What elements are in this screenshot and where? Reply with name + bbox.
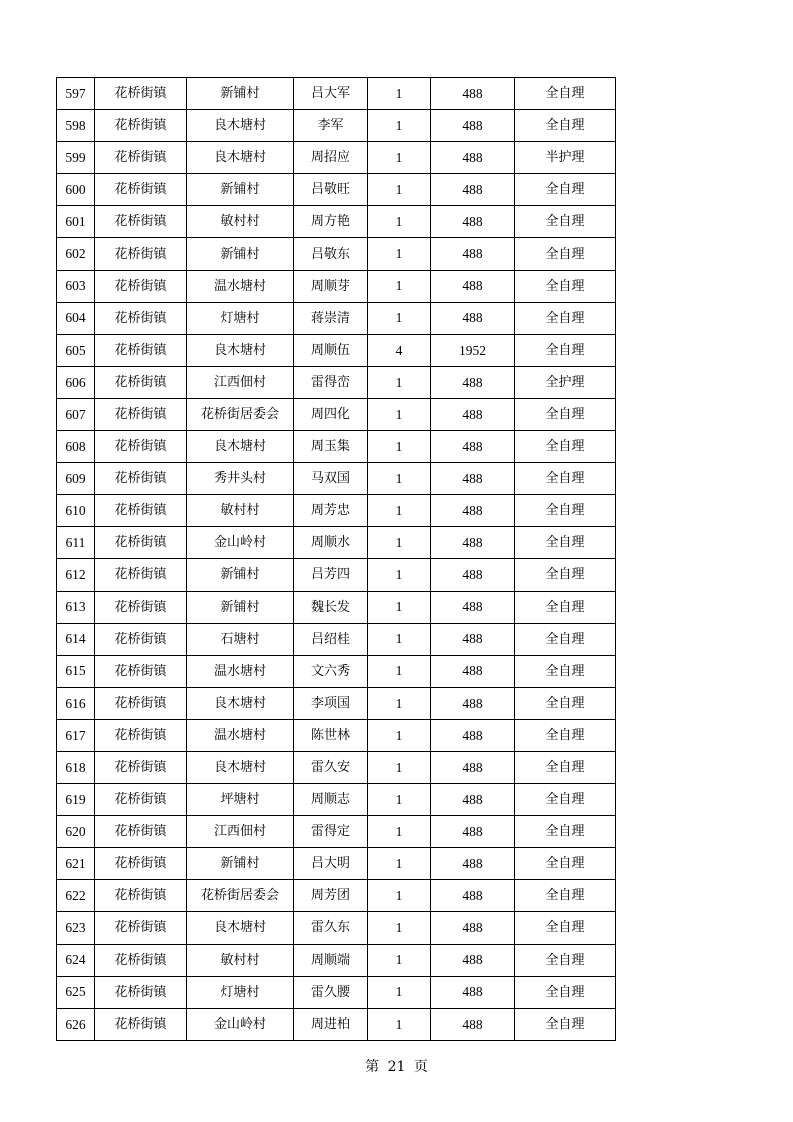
row-number-cell: 601 xyxy=(57,206,95,238)
person-count-cell: 1 xyxy=(368,110,431,142)
row-number-cell: 619 xyxy=(57,784,95,816)
care-type-cell: 全自理 xyxy=(515,110,616,142)
row-number-cell: 607 xyxy=(57,398,95,430)
town-cell: 花桥街镇 xyxy=(95,655,187,687)
care-type-cell: 全自理 xyxy=(515,463,616,495)
care-type-cell: 全自理 xyxy=(515,174,616,206)
person-count-cell: 1 xyxy=(368,976,431,1008)
amount-cell: 488 xyxy=(431,1008,515,1040)
table-row xyxy=(57,719,616,751)
person-name-cell: 周方艳 xyxy=(294,206,368,238)
row-number-cell: 605 xyxy=(57,334,95,366)
village-cell: 良木塘村 xyxy=(187,110,294,142)
person-name-cell: 周芳忠 xyxy=(294,495,368,527)
person-count-cell: 1 xyxy=(368,206,431,238)
person-name-cell: 周玉集 xyxy=(294,431,368,463)
amount-cell: 488 xyxy=(431,591,515,623)
row-number-cell: 618 xyxy=(57,751,95,783)
person-name-cell: 吕敬旺 xyxy=(294,174,368,206)
roster-table xyxy=(56,77,616,1041)
care-type-cell: 全自理 xyxy=(515,719,616,751)
amount-cell: 488 xyxy=(431,719,515,751)
person-count-cell: 1 xyxy=(368,719,431,751)
row-number-cell: 614 xyxy=(57,623,95,655)
care-type-cell: 全自理 xyxy=(515,431,616,463)
village-cell: 温水塘村 xyxy=(187,655,294,687)
person-count-cell: 1 xyxy=(368,559,431,591)
person-count-cell: 1 xyxy=(368,784,431,816)
table-row xyxy=(57,142,616,174)
table-row xyxy=(57,366,616,398)
person-count-cell: 1 xyxy=(368,366,431,398)
care-type-cell: 全自理 xyxy=(515,944,616,976)
row-number-cell: 620 xyxy=(57,816,95,848)
village-cell: 石塘村 xyxy=(187,623,294,655)
amount-cell: 488 xyxy=(431,655,515,687)
person-name-cell: 李项国 xyxy=(294,687,368,719)
person-name-cell: 周顺端 xyxy=(294,944,368,976)
table-row xyxy=(57,270,616,302)
person-name-cell: 雷久腰 xyxy=(294,976,368,1008)
village-cell: 金山岭村 xyxy=(187,527,294,559)
care-type-cell: 全自理 xyxy=(515,334,616,366)
table-row xyxy=(57,78,616,110)
village-cell: 温水塘村 xyxy=(187,270,294,302)
town-cell: 花桥街镇 xyxy=(95,880,187,912)
amount-cell: 488 xyxy=(431,110,515,142)
village-cell: 秀井头村 xyxy=(187,463,294,495)
town-cell: 花桥街镇 xyxy=(95,495,187,527)
table-row xyxy=(57,110,616,142)
amount-cell: 488 xyxy=(431,142,515,174)
care-type-cell: 半护理 xyxy=(515,142,616,174)
row-number-cell: 623 xyxy=(57,912,95,944)
care-type-cell: 全自理 xyxy=(515,495,616,527)
amount-cell: 488 xyxy=(431,848,515,880)
town-cell: 花桥街镇 xyxy=(95,527,187,559)
person-count-cell: 4 xyxy=(368,334,431,366)
person-count-cell: 1 xyxy=(368,751,431,783)
person-name-cell: 雷久安 xyxy=(294,751,368,783)
person-name-cell: 陈世林 xyxy=(294,719,368,751)
table-row xyxy=(57,527,616,559)
table-row xyxy=(57,687,616,719)
person-count-cell: 1 xyxy=(368,912,431,944)
person-name-cell: 周顺芽 xyxy=(294,270,368,302)
row-number-cell: 598 xyxy=(57,110,95,142)
table-row xyxy=(57,751,616,783)
table-row xyxy=(57,431,616,463)
person-name-cell: 吕大明 xyxy=(294,848,368,880)
care-type-cell: 全自理 xyxy=(515,1008,616,1040)
person-name-cell: 周顺水 xyxy=(294,527,368,559)
town-cell: 花桥街镇 xyxy=(95,816,187,848)
person-name-cell: 周顺志 xyxy=(294,784,368,816)
village-cell: 金山岭村 xyxy=(187,1008,294,1040)
town-cell: 花桥街镇 xyxy=(95,976,187,1008)
row-number-cell: 600 xyxy=(57,174,95,206)
person-name-cell: 周顺伍 xyxy=(294,334,368,366)
table-row xyxy=(57,880,616,912)
care-type-cell: 全自理 xyxy=(515,976,616,1008)
amount-cell: 488 xyxy=(431,751,515,783)
person-count-cell: 1 xyxy=(368,591,431,623)
row-number-cell: 625 xyxy=(57,976,95,1008)
care-type-cell: 全自理 xyxy=(515,784,616,816)
row-number-cell: 606 xyxy=(57,366,95,398)
care-type-cell: 全自理 xyxy=(515,912,616,944)
person-count-cell: 1 xyxy=(368,270,431,302)
row-number-cell: 599 xyxy=(57,142,95,174)
amount-cell: 488 xyxy=(431,687,515,719)
care-type-cell: 全自理 xyxy=(515,816,616,848)
town-cell: 花桥街镇 xyxy=(95,366,187,398)
table-row xyxy=(57,1008,616,1040)
person-count-cell: 1 xyxy=(368,238,431,270)
care-type-cell: 全自理 xyxy=(515,848,616,880)
table-row xyxy=(57,655,616,687)
town-cell: 花桥街镇 xyxy=(95,591,187,623)
town-cell: 花桥街镇 xyxy=(95,78,187,110)
village-cell: 新铺村 xyxy=(187,238,294,270)
person-count-cell: 1 xyxy=(368,463,431,495)
care-type-cell: 全自理 xyxy=(515,655,616,687)
table-row xyxy=(57,944,616,976)
village-cell: 花桥街居委会 xyxy=(187,880,294,912)
amount-cell: 488 xyxy=(431,784,515,816)
person-count-cell: 1 xyxy=(368,623,431,655)
care-type-cell: 全自理 xyxy=(515,880,616,912)
person-name-cell: 雷得峦 xyxy=(294,366,368,398)
table-row xyxy=(57,238,616,270)
person-count-cell: 1 xyxy=(368,495,431,527)
row-number-cell: 602 xyxy=(57,238,95,270)
town-cell: 花桥街镇 xyxy=(95,1008,187,1040)
row-number-cell: 615 xyxy=(57,655,95,687)
row-number-cell: 616 xyxy=(57,687,95,719)
amount-cell: 488 xyxy=(431,976,515,1008)
town-cell: 花桥街镇 xyxy=(95,270,187,302)
person-count-cell: 1 xyxy=(368,431,431,463)
village-cell: 良木塘村 xyxy=(187,687,294,719)
village-cell: 灯塘村 xyxy=(187,302,294,334)
row-number-cell: 622 xyxy=(57,880,95,912)
care-type-cell: 全护理 xyxy=(515,366,616,398)
row-number-cell: 626 xyxy=(57,1008,95,1040)
table-row xyxy=(57,848,616,880)
table-row xyxy=(57,495,616,527)
row-number-cell: 609 xyxy=(57,463,95,495)
table-row xyxy=(57,206,616,238)
person-count-cell: 1 xyxy=(368,398,431,430)
town-cell: 花桥街镇 xyxy=(95,463,187,495)
person-count-cell: 1 xyxy=(368,527,431,559)
person-name-cell: 马双国 xyxy=(294,463,368,495)
amount-cell: 488 xyxy=(431,816,515,848)
row-number-cell: 621 xyxy=(57,848,95,880)
care-type-cell: 全自理 xyxy=(515,687,616,719)
village-cell: 江西佃村 xyxy=(187,816,294,848)
person-count-cell: 1 xyxy=(368,302,431,334)
table-row xyxy=(57,559,616,591)
village-cell: 新铺村 xyxy=(187,174,294,206)
village-cell: 花桥街居委会 xyxy=(187,398,294,430)
village-cell: 良木塘村 xyxy=(187,334,294,366)
person-name-cell: 吕芳四 xyxy=(294,559,368,591)
amount-cell: 488 xyxy=(431,559,515,591)
care-type-cell: 全自理 xyxy=(515,591,616,623)
amount-cell: 488 xyxy=(431,366,515,398)
town-cell: 花桥街镇 xyxy=(95,110,187,142)
person-count-cell: 1 xyxy=(368,142,431,174)
person-name-cell: 吕绍桂 xyxy=(294,623,368,655)
town-cell: 花桥街镇 xyxy=(95,174,187,206)
row-number-cell: 608 xyxy=(57,431,95,463)
table-row xyxy=(57,334,616,366)
person-count-cell: 1 xyxy=(368,1008,431,1040)
amount-cell: 488 xyxy=(431,623,515,655)
person-count-cell: 1 xyxy=(368,848,431,880)
care-type-cell: 全自理 xyxy=(515,238,616,270)
village-cell: 新铺村 xyxy=(187,78,294,110)
person-name-cell: 周招应 xyxy=(294,142,368,174)
town-cell: 花桥街镇 xyxy=(95,912,187,944)
village-cell: 新铺村 xyxy=(187,591,294,623)
village-cell: 新铺村 xyxy=(187,848,294,880)
person-name-cell: 周芳团 xyxy=(294,880,368,912)
amount-cell: 488 xyxy=(431,302,515,334)
amount-cell: 1952 xyxy=(431,334,515,366)
care-type-cell: 全自理 xyxy=(515,78,616,110)
page-number: 第 21 页 xyxy=(365,1059,428,1075)
person-name-cell: 吕敬东 xyxy=(294,238,368,270)
care-type-cell: 全自理 xyxy=(515,270,616,302)
person-count-cell: 1 xyxy=(368,944,431,976)
amount-cell: 488 xyxy=(431,495,515,527)
village-cell: 坪塘村 xyxy=(187,784,294,816)
town-cell: 花桥街镇 xyxy=(95,142,187,174)
row-number-cell: 617 xyxy=(57,719,95,751)
village-cell: 江西佃村 xyxy=(187,366,294,398)
village-cell: 温水塘村 xyxy=(187,719,294,751)
row-number-cell: 612 xyxy=(57,559,95,591)
village-cell: 良木塘村 xyxy=(187,751,294,783)
person-count-cell: 1 xyxy=(368,880,431,912)
person-name-cell: 雷得定 xyxy=(294,816,368,848)
person-name-cell: 李军 xyxy=(294,110,368,142)
town-cell: 花桥街镇 xyxy=(95,784,187,816)
town-cell: 花桥街镇 xyxy=(95,848,187,880)
town-cell: 花桥街镇 xyxy=(95,398,187,430)
person-count-cell: 1 xyxy=(368,174,431,206)
person-count-cell: 1 xyxy=(368,816,431,848)
care-type-cell: 全自理 xyxy=(515,751,616,783)
village-cell: 良木塘村 xyxy=(187,431,294,463)
person-name-cell: 魏长发 xyxy=(294,591,368,623)
town-cell: 花桥街镇 xyxy=(95,206,187,238)
person-count-cell: 1 xyxy=(368,687,431,719)
person-name-cell: 吕大军 xyxy=(294,78,368,110)
care-type-cell: 全自理 xyxy=(515,302,616,334)
table-row xyxy=(57,174,616,206)
amount-cell: 488 xyxy=(431,944,515,976)
person-name-cell: 周四化 xyxy=(294,398,368,430)
amount-cell: 488 xyxy=(431,206,515,238)
care-type-cell: 全自理 xyxy=(515,623,616,655)
amount-cell: 488 xyxy=(431,527,515,559)
table-row xyxy=(57,463,616,495)
row-number-cell: 611 xyxy=(57,527,95,559)
amount-cell: 488 xyxy=(431,270,515,302)
care-type-cell: 全自理 xyxy=(515,398,616,430)
village-cell: 灯塘村 xyxy=(187,976,294,1008)
row-number-cell: 604 xyxy=(57,302,95,334)
table-row xyxy=(57,302,616,334)
table-row xyxy=(57,912,616,944)
village-cell: 良木塘村 xyxy=(187,142,294,174)
town-cell: 花桥街镇 xyxy=(95,687,187,719)
person-name-cell: 文六秀 xyxy=(294,655,368,687)
person-count-cell: 1 xyxy=(368,78,431,110)
amount-cell: 488 xyxy=(431,174,515,206)
table-row xyxy=(57,784,616,816)
row-number-cell: 613 xyxy=(57,591,95,623)
town-cell: 花桥街镇 xyxy=(95,559,187,591)
table-row xyxy=(57,591,616,623)
town-cell: 花桥街镇 xyxy=(95,302,187,334)
village-cell: 敏村村 xyxy=(187,495,294,527)
person-name-cell: 蒋崇清 xyxy=(294,302,368,334)
table-row xyxy=(57,816,616,848)
amount-cell: 488 xyxy=(431,238,515,270)
amount-cell: 488 xyxy=(431,78,515,110)
town-cell: 花桥街镇 xyxy=(95,944,187,976)
village-cell: 敏村村 xyxy=(187,944,294,976)
village-cell: 敏村村 xyxy=(187,206,294,238)
amount-cell: 488 xyxy=(431,880,515,912)
table-row xyxy=(57,623,616,655)
town-cell: 花桥街镇 xyxy=(95,431,187,463)
town-cell: 花桥街镇 xyxy=(95,623,187,655)
person-name-cell: 周进柏 xyxy=(294,1008,368,1040)
village-cell: 新铺村 xyxy=(187,559,294,591)
town-cell: 花桥街镇 xyxy=(95,238,187,270)
row-number-cell: 603 xyxy=(57,270,95,302)
row-number-cell: 624 xyxy=(57,944,95,976)
person-name-cell: 雷久东 xyxy=(294,912,368,944)
village-cell: 良木塘村 xyxy=(187,912,294,944)
person-count-cell: 1 xyxy=(368,655,431,687)
amount-cell: 488 xyxy=(431,912,515,944)
roster-body xyxy=(57,78,616,1041)
town-cell: 花桥街镇 xyxy=(95,751,187,783)
table-row xyxy=(57,398,616,430)
care-type-cell: 全自理 xyxy=(515,206,616,238)
row-number-cell: 597 xyxy=(57,78,95,110)
amount-cell: 488 xyxy=(431,431,515,463)
row-number-cell: 610 xyxy=(57,495,95,527)
amount-cell: 488 xyxy=(431,463,515,495)
care-type-cell: 全自理 xyxy=(515,559,616,591)
amount-cell: 488 xyxy=(431,398,515,430)
town-cell: 花桥街镇 xyxy=(95,719,187,751)
table-row xyxy=(57,976,616,1008)
care-type-cell: 全自理 xyxy=(515,527,616,559)
town-cell: 花桥街镇 xyxy=(95,334,187,366)
